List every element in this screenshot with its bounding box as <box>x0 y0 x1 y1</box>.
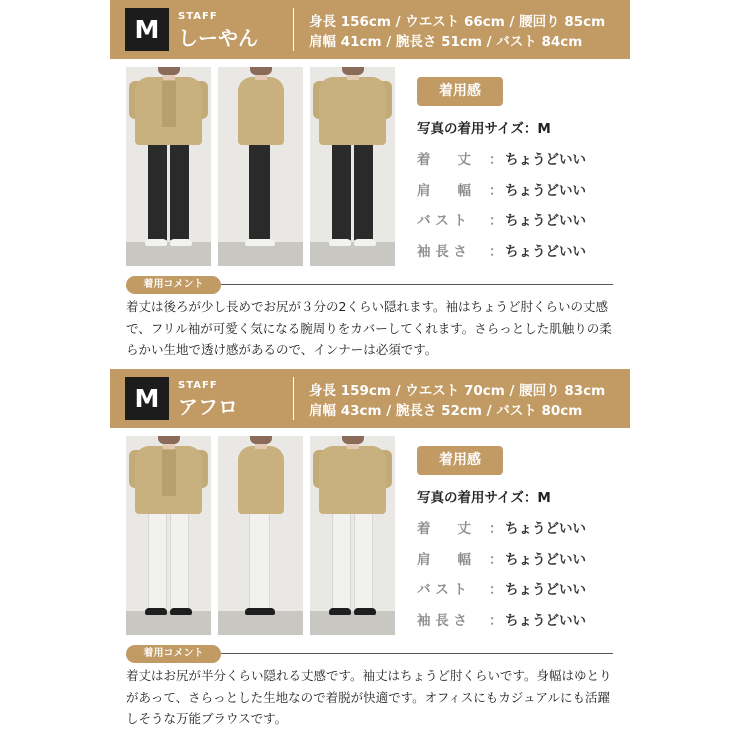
photo-back <box>310 67 395 266</box>
fit-row-label: 肩 幅 <box>417 183 471 199</box>
measurements-line-1: 身長 159cm / ウエスト 70cm / 腰回り 83cm <box>309 383 606 399</box>
fit-row-colon: ： <box>489 552 503 568</box>
header-divider <box>293 377 294 420</box>
fit-row-colon: ： <box>489 244 503 260</box>
fit-row-colon: ： <box>489 183 503 199</box>
fit-row-label: バ ス ト <box>417 582 467 598</box>
fit-row-shoulder <box>417 548 586 568</box>
measurements-line-2: 肩幅 43cm / 腕長さ 52cm / バスト 80cm <box>309 403 583 419</box>
fit-row-label: 着 丈 <box>417 521 471 537</box>
fit-row-label: 肩 幅 <box>417 552 471 568</box>
measurements-line-1: 身長 156cm / ウエスト 66cm / 腰回り 85cm <box>309 14 606 30</box>
fit-row-value: ちょうどいい <box>505 244 586 260</box>
fit-row-colon: ： <box>489 582 503 598</box>
fit-row-colon: ： <box>489 521 503 537</box>
photo-side <box>218 436 303 635</box>
fit-row-value: ちょうどいい <box>505 521 586 537</box>
fit-row-label: 着 丈 <box>417 152 471 168</box>
staff-label: STAFF <box>178 11 218 22</box>
comment-text: 着丈はお尻が半分くらい隠れる丈感です。袖丈はちょうど肘くらいです。身幅はゆとりがあって、さらっとした生地なので着脱が快適です。オフィスにもカジュアルにも活躍しそうな万能ブラウスです。 <box>126 668 612 726</box>
photo-size-text: 写真の着用サイズ：M <box>417 490 551 506</box>
comment-label-badge: 着用コメント <box>126 645 221 663</box>
photo-side <box>218 67 303 266</box>
fit-row-value: ちょうどいい <box>505 552 586 568</box>
fit-row-label: バ ス ト <box>417 213 467 229</box>
fit-row-value: ちょうどいい <box>505 582 586 598</box>
staff-name: しーやん <box>178 26 258 50</box>
fit-row-value: ちょうどいい <box>505 152 586 168</box>
fit-row-length <box>417 148 586 168</box>
fit-row-label: 袖 長 さ <box>417 244 467 260</box>
fit-label-badge: 着用感 <box>417 77 503 106</box>
staff-header <box>110 369 630 428</box>
fit-row-bust <box>417 578 586 598</box>
photo-back <box>310 436 395 635</box>
fit-row-colon: ： <box>489 213 503 229</box>
measurements-line-2: 肩幅 41cm / 腕長さ 51cm / バスト 84cm <box>309 34 583 50</box>
staff-name: アフロ <box>178 395 238 419</box>
fit-row-value: ちょうどいい <box>505 183 586 199</box>
fit-row-shoulder <box>417 179 586 199</box>
comment-divider <box>221 284 613 285</box>
fit-label-badge: 着用感 <box>417 446 503 475</box>
fit-row-colon: ： <box>489 613 503 629</box>
comment-label-badge: 着用コメント <box>126 276 221 294</box>
size-badge: M <box>125 8 169 51</box>
fit-row-length <box>417 517 586 537</box>
fit-row-sleeve <box>417 240 586 260</box>
photo-front <box>126 436 211 635</box>
fit-row-sleeve <box>417 609 586 629</box>
size-badge: M <box>125 377 169 420</box>
fit-row-label: 袖 長 さ <box>417 613 467 629</box>
comment-divider <box>221 653 613 654</box>
comment-text: 着丈は後ろが少し長めでお尻が３分の2くらい隠れます。袖はちょうど肘くらいの丈感で、フリル袖が可愛く気になる腕周りをカバーしてくれます。さらっとした肌触りの柔らかい生地で透け感があるので、インナーは必須です。 <box>126 299 612 357</box>
photo-size-text: 写真の着用サイズ：M <box>417 121 551 137</box>
photo-front <box>126 67 211 266</box>
header-divider <box>293 8 294 51</box>
staff-label: STAFF <box>178 380 218 391</box>
fit-row-bust <box>417 209 586 229</box>
staff-header <box>110 0 630 59</box>
fit-row-value: ちょうどいい <box>505 613 586 629</box>
fit-row-value: ちょうどいい <box>505 213 586 229</box>
fit-row-colon: ： <box>489 152 503 168</box>
